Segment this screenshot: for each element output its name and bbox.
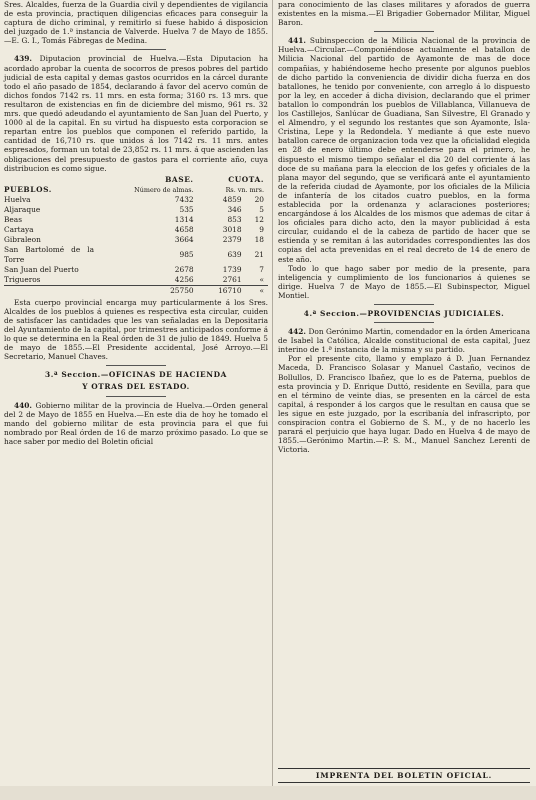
mrs-value: 5 [259, 204, 264, 214]
col-cuota-header: CUOTA. [228, 174, 264, 184]
col-cuota-subheader: Rs. vn. mrs. [225, 185, 264, 194]
paragraph-top-right: para conocimiento de las clases militares y aforados de guerra existentes en la misma.—El Brigadier Gobernador Militar, Miguel Baron. [278, 0, 530, 28]
article-439 [4, 54, 268, 172]
article-441-closing: Todo lo que hago saber por medio de la presente, para inteligencia y cumplimiento de los funcionarios á quienes se dirige. Huelva 7 de Mayo de 1855.—El Subinspector, Miguel Montiel. [278, 263, 530, 300]
table-row [4, 225, 268, 235]
pueblo-name: Aljaraque [4, 204, 41, 214]
total-mrs: « [246, 285, 268, 296]
pueblo-name: San Bartolomé de la Torre [4, 244, 94, 264]
separator [106, 396, 166, 397]
table-row [4, 235, 268, 245]
separator [374, 304, 434, 305]
separator [106, 365, 166, 366]
mrs-value: 7 [259, 264, 264, 274]
article-number: 442. [288, 327, 307, 337]
rs-value: 4859 [222, 194, 242, 204]
total-almas: 25750 [94, 285, 200, 296]
separator [374, 31, 434, 32]
article-text: Diputacion provincial de Huelva.—Esta Diputacion ha acordado aprobar la cuenta de socorros de presos pobres del partido judicial de esta capital y demas gastos ocurridos en la cárcel durante todo el año pasado de 1854, declarando á favor del acervo común de dichos fondos 7142 rs. 11 mrs. en esta forma; 3160 rs. 13 mrs. que resultaron de existencias en fin de diciembre del mismo, 961 rs. 32 mrs. que quedó adeudando el ayuntamiento de San Juan del Puerto, y 1000 al de la capital. En su virtud ha dispuesto esta corporacion se repartan entre los pueblos que componen el referido partido, la cantidad de 16,710 rs. que unidos á los 7142 rs. 11 mrs. antes espresados, forman un total de 23,852 rs. 11 mrs. á que ascienden las obligaciones del presupuesto de gastos para el corriente año, cuya distribucion es como sigue. [4, 54, 268, 173]
almas-value: 2678 [174, 264, 194, 274]
section-3-heading-line2: Y OTRAS DEL ESTADO. [82, 382, 190, 392]
almas-value: 985 [179, 249, 194, 259]
right-column [278, 0, 530, 454]
pueblo-name: Beas [4, 214, 23, 224]
pueblo-name: Gibraleon [4, 234, 41, 244]
table-row [4, 245, 268, 265]
rs-value: 853 [227, 214, 242, 224]
article-number: 439. [14, 54, 33, 64]
almas-value: 535 [179, 204, 194, 214]
separator [106, 49, 166, 50]
table-total-row [4, 285, 268, 296]
section-4-heading: 4.ª Seccion.—PROVIDENCIAS JUDICIALES. [303, 309, 505, 318]
rs-value: 3018 [222, 224, 242, 234]
col-pueblos-header: PUEBLOS. [4, 184, 52, 194]
pueblo-name: Trigueros [4, 274, 41, 284]
article-442-body: Por el presente cito, llamo y emplazo á D. Juan Fernandez Maceda, D. Francisco Solasar y Manuel Castaño, vecinos de Bollullos, D. Francisco Ibañez, que lo es de Paterna, pueblos de esta provincia y D. Enrique Duttó, residente en Sevilla, para que en el término de veinte dias, se presenten en la cárcel de esta capital, á responder á los cargos que le resultan en causa que se les sigue en este juzgado, por la escribanía del infrascripto, por conspiracion contra el Gobierno de S. M., y de no hacerlo les parará el perjuicio que haya lugar. Dado en Huelva 4 de mayo de 1855.—Gerónimo Martin.—P. S. M., Manuel Sanchez Lerenti de Victoria. [278, 354, 530, 455]
pueblo-name: Cartaya [4, 224, 34, 234]
table-row [4, 205, 268, 215]
pueblo-name: Huelva [4, 194, 31, 204]
paragraph-after-table: Esta cuerpo provincial encarga muy particularmente á los Sres. Alcaldes de los pueblos á quienes es respectiva esta circular, cuiden de satisfacer las cantidades que les van señaladas en la Depositaria del Ayuntamiento de la capital, por trimestres anticipados conforme á lo que se determina en la Real órden de 31 de julio de 1849. Huelva 5 de mayo de 1855.—El Presidente accidental, José Arroyo.—El Secretario, Manuel Chaves. [4, 297, 268, 362]
article-number: 441. [288, 36, 307, 46]
total-rs: 16710 [200, 285, 246, 296]
left-column [4, 0, 268, 446]
pueblo-name: San Juan del Puerto [4, 264, 79, 274]
mrs-value: 9 [259, 224, 264, 234]
rs-value: 639 [227, 249, 242, 259]
printer-imprint: IMPRENTA DEL BOLETIN OFICIAL. [278, 768, 530, 783]
table-row [4, 195, 268, 205]
section-3-heading-line1: 3.ª Seccion.—OFICINAS DE HACIENDA [45, 370, 227, 380]
article-441 [278, 36, 530, 263]
article-440 [4, 401, 268, 446]
article-text: Subinspeccion de la Milicia Nacional de la provincia de Huelva.—Circular.—Componiéndose actualmente el batallon de Milicia Nacional del partido de Ayamonte de mas de doce compañias, y habiéndoseme hecho presente por algunos pueblos de dicho partido la conveniencia de dividir dicha fuerza en dos batallones, he tenido por conveniente, con arreglo á lo dispuesto por la ley, en acceder á dicha division, declarando que el primer batallon lo compondrán los pueblos de Villablanca, Villanueva de los Castillejos, Sanlúcar de Guadiana, San Silvestre, El Granado y el Almendro, y el segundo los restantes que son Ayamonte, Isla-Cristina, Lepe y la Redondela. Y mediante á que este nuevo batallon carece de organizacion toda vez que la oficialidad elegida en 28 de enero último debe entenderse para el primero, he dispuesto el mismo tiempo señalar el dia 20 del corriente á las doce de su mañana para la eleccion de los gefes y oficiales de la plana mayor del segundo, que se verificará ante el ayuntamiento de la referida ciudad de Ayamonte, por los oficiales de la Milicia de infantería de los citados cuatro pueblos, en la forma establecida por la ordenanza y aclaraciones posteriores; encargándose á los Alcaldes de los mismos que ademas de citar á los oficiales para dicho acto, den la mayor publicidad á esta circular, cuidando el de la cabeza de partido de hacer que se estienda y se remitan á las autoridades correspondientes las dos copias del acta prevenidas en el real decreto de 14 de enero de este año. [278, 36, 530, 264]
col-base-header: BASE. [165, 174, 194, 184]
mrs-value: 21 [254, 249, 264, 259]
rs-value: 2761 [222, 274, 242, 284]
column-divider [272, 0, 273, 792]
article-number: 440. [14, 400, 33, 410]
almas-value: 7432 [174, 194, 194, 204]
rs-value: 346 [227, 204, 242, 214]
table-row [4, 275, 268, 286]
col-base-subheader: Número de almas. [134, 185, 194, 194]
table-row [4, 265, 268, 275]
article-text: Don Gerónimo Martin, comendador en la órden Americana de Isabel la Católica, Alcalde constitucional de esta capital, Juez interino de 1.ª instancia de la misma y su partido. [278, 327, 531, 355]
article-text: Gobierno militar de la provincia de Huelva.—Orden general del 2 de Mayo de 1855 en Huelva.—En este dia de hoy he tomado el mando del gobierno militar de esta provincia para el que fui nombrado por Real órden de 16 de marzo próximo pasado. Lo que se hace saber por medio del Boletin oficial [4, 400, 268, 446]
almas-value: 3664 [174, 234, 194, 244]
almas-value: 4658 [174, 224, 194, 234]
distribution-table [4, 175, 268, 296]
mrs-value: 12 [254, 214, 264, 224]
rs-value: 2379 [222, 234, 242, 244]
paragraph-top-left: Sres. Alcaldes, fuerza de la Guardia civil y dependientes de vigilancia de esta provincia, practiquen diligencias eficaces para conseguir la captura de dicho criminal, y remitirlo si fuese habido á disposicion del juzgado de 1.ª instancia de Valverde. Huelva 7 de Mayo de 1855.—E. G. I., Tomás Fábregas de Medina. [4, 0, 268, 46]
mrs-value: « [259, 274, 264, 284]
mrs-value: 20 [254, 194, 264, 204]
article-442 [278, 327, 530, 354]
table-row [4, 215, 268, 225]
almas-value: 1314 [174, 214, 194, 224]
page-bottom-edge [0, 786, 536, 800]
almas-value: 4256 [174, 274, 194, 284]
rs-value: 1739 [222, 264, 242, 274]
mrs-value: 18 [254, 234, 264, 244]
separator [374, 322, 434, 323]
